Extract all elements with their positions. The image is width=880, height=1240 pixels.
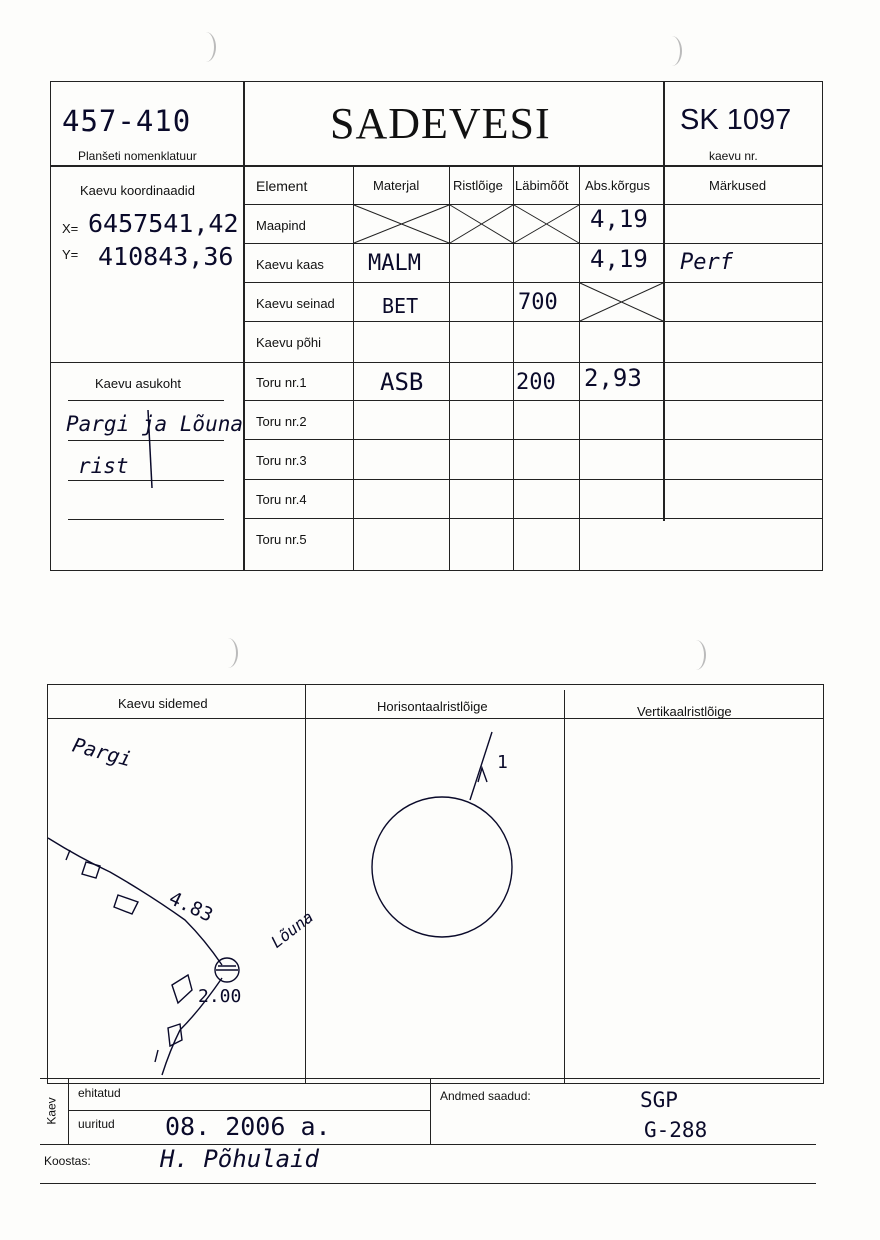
sheet-label: Planšeti nomenklatuur	[78, 149, 197, 163]
pipe-number: 1	[497, 752, 508, 773]
location-label: Kaevu asukoht	[95, 376, 182, 391]
coords-label: Kaevu koordinaadid	[80, 183, 195, 198]
andmed-value-2: G-288	[644, 1118, 708, 1142]
table-row-element: Maapind	[256, 218, 306, 233]
location-line-1: Pargi ja Lõuna	[66, 412, 244, 436]
col-header-element: Element	[256, 178, 308, 194]
kaas-markused: Perf	[680, 250, 733, 275]
table-row-element: Kaevu põhi	[256, 335, 322, 350]
table-row-element: Kaevu seinad	[256, 296, 335, 311]
location-line-2: rist	[78, 454, 129, 478]
col-header-markused: Märkused	[709, 178, 767, 193]
col-header-ristloige: Ristlõige	[453, 178, 503, 193]
maapind-abs-korgus: 4,19	[590, 205, 648, 233]
y-label: Y=	[62, 247, 79, 262]
koostas-value: H. Põhulaid	[160, 1145, 319, 1173]
seinad-materjal: BET	[382, 294, 419, 318]
uuritud-value: 08. 2006 a.	[165, 1112, 331, 1141]
table-row-element: Toru nr.2	[256, 414, 307, 429]
sidemed-label: Kaevu sidemed	[118, 696, 208, 711]
table-row-element: Kaevu kaas	[256, 257, 324, 272]
col-header-materjal: Materjal	[373, 178, 420, 193]
kaas-materjal: MALM	[368, 251, 421, 276]
toru1-materjal: ASB	[380, 368, 424, 396]
andmed-value-1: SGP	[640, 1088, 678, 1112]
seinad-labimoot: 700	[518, 290, 558, 315]
page-title: SADEVESI	[330, 99, 551, 148]
y-value: 410843,36	[98, 242, 234, 271]
col-header-labimoot: Läbimõõt	[515, 178, 569, 193]
sketch-street-louna: Lõuna	[267, 907, 317, 952]
ehitatud-label: ehitatud	[78, 1086, 121, 1100]
andmed-label: Andmed saadud:	[440, 1089, 531, 1103]
vertikaal-label: Vertikaalristlõige	[637, 704, 732, 719]
x-value: 6457541,42	[88, 209, 239, 238]
kaev-label: Kaev	[44, 1097, 59, 1125]
sketch-street-pargi: Pargi	[69, 732, 135, 772]
table-row-element: Toru nr.3	[256, 453, 307, 468]
sheet-number: 457-410	[62, 104, 192, 138]
table-row-element: Toru nr.1	[256, 375, 307, 390]
sketch-distance-2: 2.00	[198, 986, 242, 1007]
well-id-label: kaevu nr.	[709, 149, 758, 163]
x-label: X=	[62, 221, 79, 236]
koostas-label: Koostas:	[44, 1154, 91, 1168]
uuritud-label: uuritud	[78, 1117, 115, 1131]
horisontaal-label: Horisontaalristlõige	[377, 699, 488, 714]
sketch-distance-1: 4.83	[165, 887, 217, 927]
toru1-labimoot: 200	[516, 370, 556, 395]
col-header-abs-korgus: Abs.kõrgus	[585, 178, 651, 193]
table-row-element: Toru nr.5	[256, 532, 307, 547]
kaas-abs-korgus: 4,19	[590, 245, 648, 273]
well-id: SK 1097	[680, 104, 792, 136]
table-row-element: Toru nr.4	[256, 492, 307, 507]
toru1-abs-korgus: 2,93	[584, 364, 642, 392]
